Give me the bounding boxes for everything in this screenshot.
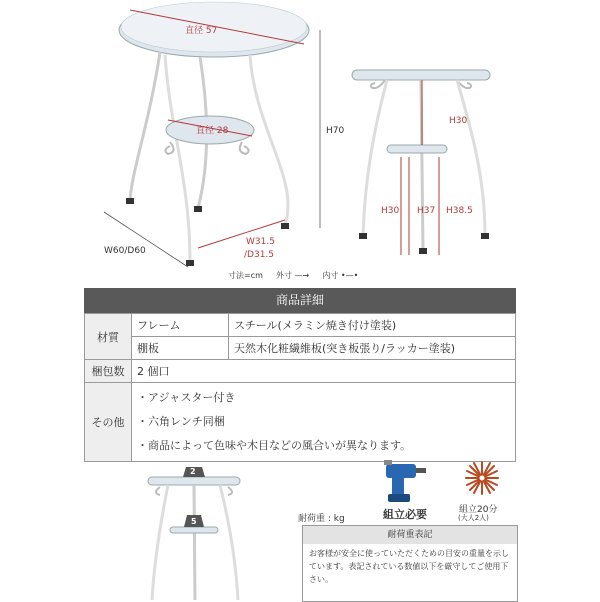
shelf-value: 天然木化粧繊維板(突き板張り/ラッカー塗装)	[229, 337, 516, 360]
notice-title: 耐荷重表記	[303, 526, 517, 544]
dim-h385: H38.5	[446, 206, 473, 216]
inner-label: 内寸	[322, 271, 339, 280]
table-row	[85, 314, 516, 337]
assembly-people: (大人2人)	[458, 514, 489, 522]
material-label: 材質	[85, 314, 132, 360]
details-table	[84, 313, 516, 462]
assembly-time: 組立20分	[459, 505, 498, 515]
outer-label: 外寸	[276, 271, 292, 280]
dim-diameter-shelf: 直径 28	[196, 126, 229, 136]
other-item: ・商品によって色味や木目などの風合いが異なります。	[137, 439, 412, 452]
inner-arrow-icon: •—•	[340, 271, 359, 280]
dim-diameter-top: 直径 57	[185, 26, 218, 36]
dim-h37: H37	[417, 206, 436, 216]
other-item: ・アジャスター付き	[137, 391, 236, 404]
other-item: ・六角レンチ同梱	[137, 415, 225, 428]
load-top-kg: 2	[190, 467, 196, 476]
unit-legend	[228, 270, 358, 281]
table-perspective-illustration	[90, 0, 330, 275]
dim-w315: W31.5	[246, 237, 275, 247]
load-label: 耐荷重 : kg	[298, 514, 345, 524]
assembly-time-icon	[462, 458, 502, 498]
other-label: その他	[85, 383, 132, 462]
frame-label: フレーム	[132, 314, 229, 337]
notice-text: お客様が安全に使っていただくための目安の重量を示しています。表記されている数値以下を厳守してご使用下さい。	[309, 549, 509, 584]
table-row	[85, 360, 516, 383]
assembly-required: 組立必要	[383, 508, 427, 521]
load-notice	[302, 525, 518, 602]
table-side-view-illustration	[345, 65, 505, 265]
dim-h70: H70	[326, 126, 345, 136]
dim-w60d60: W60/D60	[104, 246, 146, 256]
other-list	[132, 383, 516, 462]
outer-arrow-icon: —→	[294, 271, 310, 280]
unit-label: 寸法=cm	[228, 271, 263, 280]
details-header: 商品詳細	[84, 288, 516, 313]
shelf-side	[387, 145, 447, 153]
drill-icon	[380, 460, 430, 505]
load-illustration	[140, 465, 250, 600]
shelf-label: 棚板	[132, 337, 229, 360]
frame-value: スチール(メラミン焼き付け塗装)	[229, 314, 516, 337]
packages-label: 梱包数	[85, 360, 132, 383]
table-row	[85, 337, 516, 360]
dim-h30-lower: H30	[381, 206, 400, 216]
dim-d315: /D31.5	[244, 250, 275, 260]
tabletop-side	[352, 70, 490, 80]
dim-h30-upper: H30	[449, 116, 468, 126]
load-shelf-kg: 5	[191, 517, 197, 526]
packages-value: 2 個口	[132, 360, 516, 383]
table-row	[85, 383, 516, 462]
